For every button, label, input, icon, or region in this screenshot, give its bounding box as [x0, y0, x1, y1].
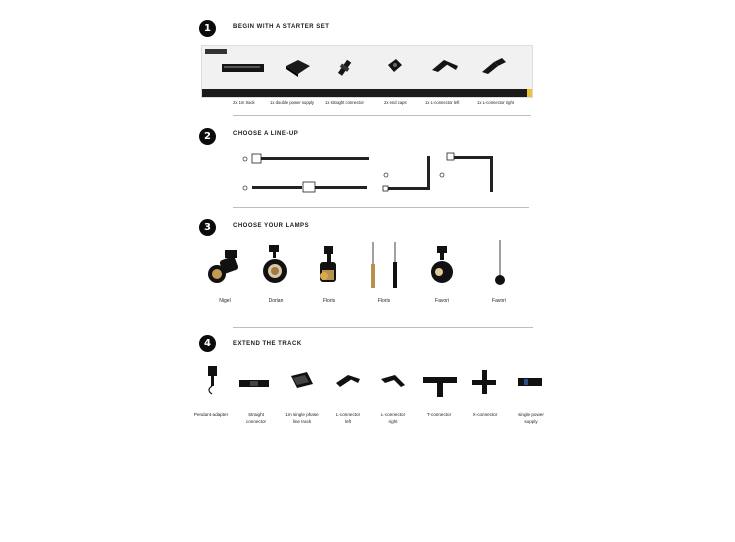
step-number-2: 2 — [199, 128, 216, 145]
step-title-4: EXTEND THE TRACK — [233, 341, 302, 347]
starter-caption: 1x straight connector — [325, 100, 364, 105]
power-supply-icon — [518, 376, 544, 388]
straight-connector-icon — [336, 58, 356, 78]
l-connector-right-icon — [480, 56, 510, 76]
round-spot-icon — [259, 245, 293, 285]
strip-footer-bar — [202, 89, 532, 97]
track-icon — [222, 62, 266, 76]
divider — [233, 207, 529, 208]
accessory-label: single power supply — [518, 412, 544, 424]
step-number-4: 4 — [199, 335, 216, 352]
power-supply-icon — [284, 58, 312, 78]
l-connector-left-icon — [334, 371, 364, 389]
line-track-icon — [289, 370, 315, 392]
starter-caption: 1x L-connector left — [425, 100, 460, 105]
step-title-1: BEGIN WITH A STARTER SET — [233, 24, 330, 30]
starter-caption: 1x double power supply — [270, 100, 314, 105]
l-connector-left-icon — [430, 56, 460, 76]
step-title-3: CHOOSE YOUR LAMPS — [233, 223, 310, 229]
starter-set-strip — [201, 45, 533, 98]
accessory-label: Straight connector — [245, 412, 267, 424]
lamp-name: Floris — [322, 298, 336, 304]
l-connector-right-icon — [379, 371, 409, 389]
accessory-label: Pendant-adapter — [193, 412, 229, 417]
pendant-tube-icon — [365, 240, 405, 292]
brass-spot-icon — [314, 246, 344, 286]
end-cap-icon — [385, 56, 405, 76]
brand-logo — [205, 49, 227, 54]
pendant-adapter-icon — [202, 364, 222, 398]
line-up-diagram — [240, 148, 500, 198]
lamp-name: Floris — [377, 298, 391, 304]
accessory-label: T-connector — [426, 412, 452, 417]
accessory-label: 1m single phase line track — [285, 412, 319, 424]
starter-caption: 2x end caps — [384, 100, 407, 105]
step-title-2: CHOOSE A LINE-UP — [233, 131, 299, 137]
step-number-1: 1 — [199, 20, 216, 37]
accessory-label: L-connector left — [335, 412, 361, 424]
globe-spot-icon — [427, 246, 459, 286]
lamp-name: Favori — [492, 298, 506, 304]
accessory-label: L-connector right — [380, 412, 406, 424]
lamp-name: Nigel — [219, 298, 231, 304]
lamp-name: Favori — [435, 298, 449, 304]
pendant-dome-icon — [490, 238, 510, 288]
starter-caption: 2x 1m track — [233, 100, 255, 105]
divider — [233, 115, 531, 116]
x-connector-icon — [472, 370, 498, 396]
straight-connector-icon — [239, 377, 271, 391]
starter-caption: 1x L-connector right — [477, 100, 515, 105]
step-number-3: 3 — [199, 219, 216, 236]
t-connector-icon — [423, 373, 459, 399]
spot-lamp-icon — [207, 248, 241, 286]
accessory-label: X-connector — [472, 412, 498, 417]
lamp-name: Dorian — [268, 298, 284, 304]
divider — [233, 327, 533, 328]
